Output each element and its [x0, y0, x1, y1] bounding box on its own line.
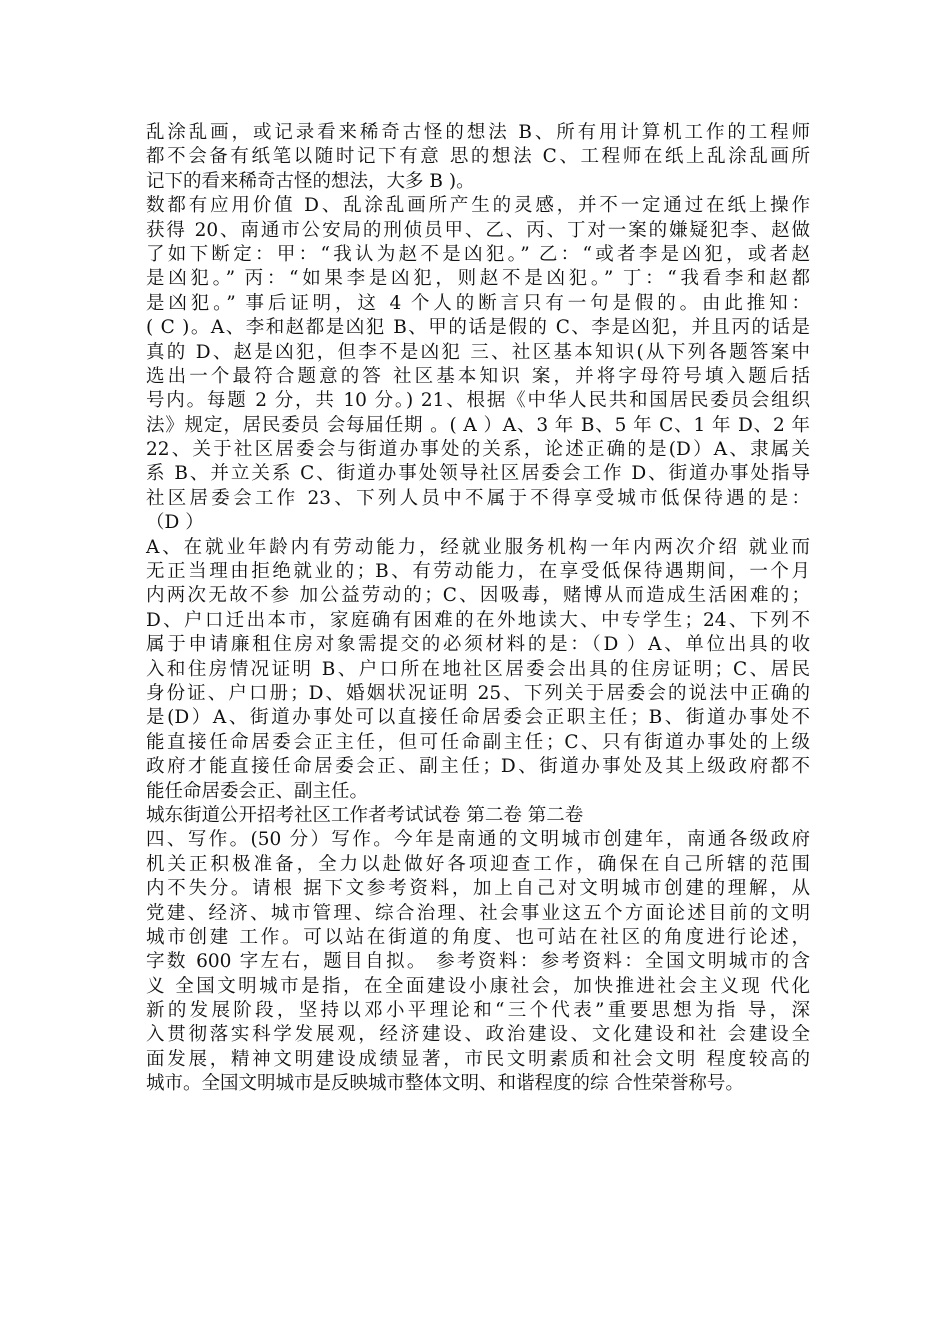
text-line: 能任命居委会正、副主任。 [146, 780, 369, 802]
text-line: ( C )。A、李和赵都是凶犯 B、甲的话是假的 C、李是凶犯，并且丙的话是 [146, 317, 810, 339]
text-line: 22、关于社区居委会与街道办事处的关系，论述正确的是(D）A、隶属关 [146, 439, 810, 461]
text-line: 都不会备有纸笔以随时记下有意 思的想法 C、工程师在纸上乱涂乱画所 [146, 146, 810, 168]
text-line: 是凶犯。” 事后证明，这 4 个人的断言只有一句是假的。由此推知： [146, 292, 810, 314]
text-line: 号内。每题 2 分，共 10 分。) 21、根据《中华人民共和国居民委员会组织 [146, 390, 810, 412]
text-line: 党建、经济、城市管理、综合治理、社会事业这五个方面论述目前的文明 [146, 902, 810, 924]
text-line: D、户口迁出本市，家庭确有困难的在外地读大、中专学生；24、下列不 [146, 609, 810, 631]
text-line: 入和住房情况证明 B、户口所在地社区居委会出具的住房证明；C、居民 [146, 658, 810, 680]
text-line: 能直接任命居委会正主任，但可任命副主任；C、只有街道办事处的上级 [146, 731, 810, 753]
text-line: 选出一个最符合题意的答 社区基本知识 案，并将字母符号填入题后括 [146, 365, 810, 387]
text-line: 内两次无故不参 加公益劳动的；C、因吸毒，赌博从而造成生活困难的； [146, 585, 810, 607]
text-line: 属于申请廉租住房对象需提交的必须材料的是：（D ）A、单位出具的收 [146, 634, 810, 656]
text-line: 数都有应用价值 D、乱涂乱画所产生的灵感，并不一定通过在纸上操作 [146, 195, 810, 217]
text-line: 新的发展阶段，坚持以邓小平理论和“三个代表”重要思想为指 导，深 [146, 1000, 810, 1022]
text-line: 城东街道公开招考社区工作者考试试卷 第二卷 第二卷 [146, 804, 584, 826]
text-line: 真的 D、赵是凶犯，但李不是凶犯 三、社区基本知识(从下列各题答案中 [146, 341, 810, 363]
text-line: 社区居委会工作 23、下列人员中不属于不得享受城市低保待遇的是： [146, 487, 810, 509]
text-line: 内不失分。请根 据下文参考资料，加上自己对文明城市创建的理解，从 [146, 878, 810, 900]
document-body-text [146, 121, 810, 1097]
text-line: 身份证、户口册；D、婚姻状况证明 25、下列关于居委会的说法中正确的 [146, 682, 810, 704]
text-line: 无正当理由拒绝就业的；B、有劳动能力，在享受低保待遇期间，一个月 [146, 561, 810, 583]
text-line: 入贯彻落实科学发展观，经济建设、政治建设、文化建设和社 会建设全 [146, 1024, 810, 1046]
text-line: 义 全国文明城市是指，在全面建设小康社会，加快推进社会主义现 代化 [146, 975, 810, 997]
text-line: 面发展，精神文明建设成绩显著，市民文明素质和社会文明 程度较高的 [146, 1048, 810, 1070]
text-line: 获得 20、南通市公安局的刑侦员甲、乙、丙、丁对一案的嫌疑犯李、赵做 [146, 219, 810, 241]
text-line: 城市。全国文明城市是反映城市整体文明、和谐程度的综 合性荣誉称号。 [146, 1073, 744, 1095]
text-line: 政府才能直接任命居委会正、副主任；D、街道办事处及其上级政府都不 [146, 756, 810, 778]
text-line: 字数 600 字左右，题目自拟。 参考资料：参考资料：全国文明城市的含 [146, 951, 810, 973]
text-line: 四、写作。(50 分）写作。今年是南通的文明城市创建年，南通各级政府 [146, 829, 810, 851]
text-line: 是凶犯。” 丙：“如果李是凶犯，则赵不是凶犯。” 丁：“我看李和赵都 [146, 268, 810, 290]
text-line: 系 B、并立关系 C、街道办事处领导社区居委会工作 D、街道办事处指导 [146, 463, 810, 485]
text-line: 了如下断定：甲：“我认为赵不是凶犯。” 乙：“或者李是凶犯，或者赵 [146, 243, 810, 265]
text-line: 城市创建 工作。可以站在街道的角度、也可站在社区的角度进行论述， [146, 926, 810, 948]
text-line: （D ） [146, 512, 204, 534]
text-line: 乱涂乱画，或记录看来稀奇古怪的想法 B、所有用计算机工作的工程师 [146, 122, 810, 143]
text-line: 法》规定，居民委员 会每届任期 。( A ）A、3 年 B、5 年 C、1 年 D、2 年 [146, 414, 810, 436]
text-line: 机关正积极准备，全力以赴做好各项迎查工作，确保在自己所辖的范围 [146, 853, 810, 875]
text-line: A、在就业年龄内有劳动能力，经就业服务机构一年内两次介绍 就业而 [146, 536, 810, 558]
text-line: 记下的看来稀奇古怪的想法，大多 B )。 [146, 170, 475, 192]
text-line: 是(D）A、街道办事处可以直接任命居委会正职主任；B、街道办事处不 [146, 707, 810, 729]
